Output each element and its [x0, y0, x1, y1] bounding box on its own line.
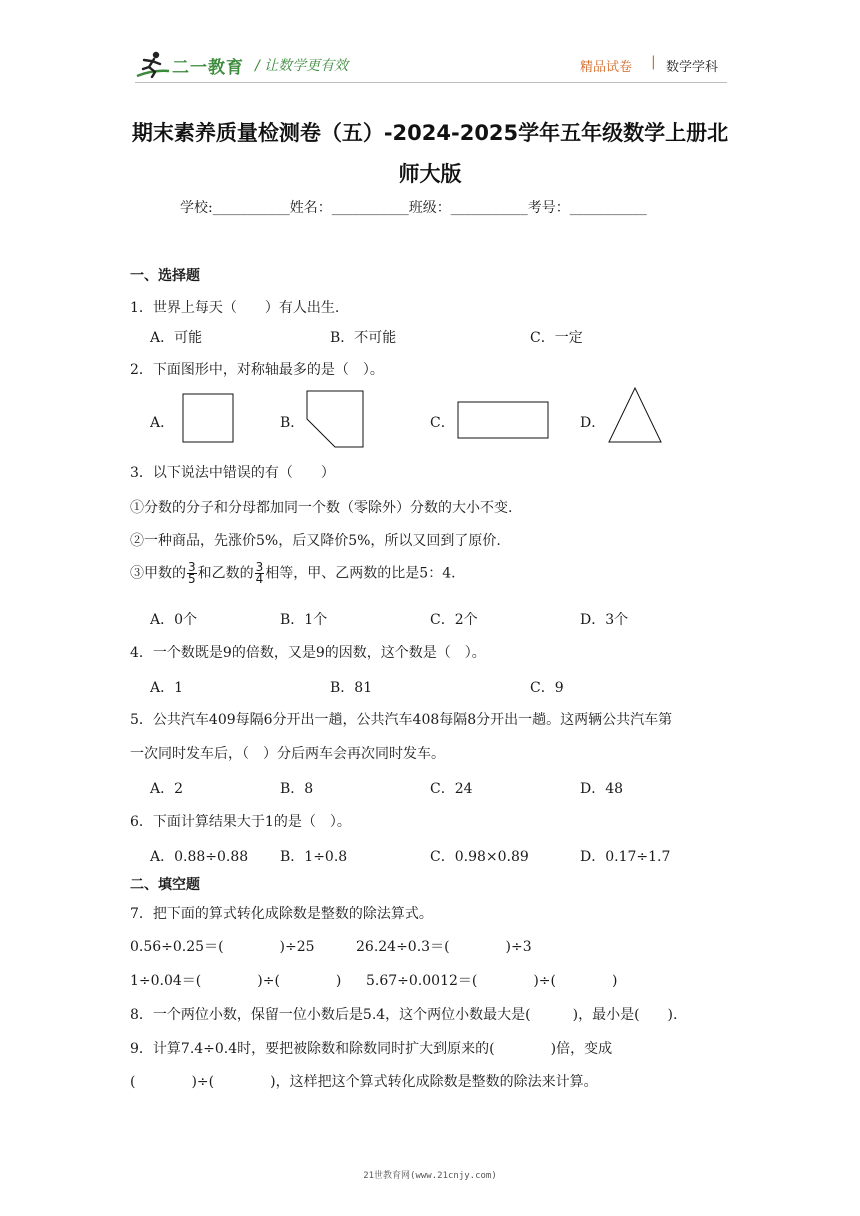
question-7-expression-4: 5.67÷0.0012＝( )÷( ) [366, 973, 618, 989]
question-3-statement-1: ①分数的分子和分母都加同一个数（零除外）分数的大小不变. [130, 500, 513, 516]
question-2-option-a: A． [150, 415, 175, 431]
question-6-option-c: C．0.98×0.89 [430, 849, 529, 865]
header-slogan: / 让数学更有效 [255, 58, 349, 74]
question-2-option-d: D． [580, 415, 606, 431]
question-1-option-c: C．一定 [530, 330, 583, 346]
student-info-line: 学校:___________姓名：___________班级：___________考号：___________ [180, 200, 647, 216]
question-6-option-b: B．1÷0.8 [280, 849, 348, 865]
question-9-stem-line1: 9．计算7.4÷0.4时，要把被除数和除数同时扩大到原来的( )倍，变成 [130, 1041, 613, 1057]
fraction-numerator: 3 [255, 560, 264, 574]
question-2-option-c: C． [430, 415, 455, 431]
question-5-option-c: C．24 [430, 781, 473, 797]
square-shape [182, 393, 234, 443]
question-3-option-a: A．0个 [150, 612, 198, 628]
fraction-denominator: 4 [255, 572, 264, 586]
triangle-shape [607, 387, 663, 443]
section-heading-choice: 一、选择题 [130, 268, 200, 284]
question-1-option-b: B．不可能 [330, 330, 397, 346]
header-tag-subject: 数学学科 [666, 60, 719, 75]
question-4-option-c: C．9 [530, 680, 564, 696]
question-2-option-b: B． [280, 415, 305, 431]
fraction-three-fifths [187, 562, 197, 585]
question-3-option-b: B．1个 [280, 612, 328, 628]
question-9-stem-line2: ( )÷( )，这样把这个算式转化成除数是整数的除法来计算。 [130, 1074, 598, 1090]
header-separator: | [651, 54, 656, 70]
section-heading-fill: 二、填空题 [130, 877, 200, 893]
question-5-stem-line1: 5．公共汽车409每隔6分开出一趟，公共汽车408每隔8分开出一趟。这两辆公共汽车第 [130, 712, 673, 728]
question-5-option-b: B．8 [280, 781, 314, 797]
question-6-stem: 6．下面计算结果大于1的是（ ）。 [130, 814, 351, 830]
question-1-stem: 1．世界上每天（ ）有人出生. [130, 300, 340, 316]
statement-3-part-b: 和乙数的 [197, 565, 254, 582]
question-3-option-d: D．3个 [580, 612, 629, 628]
question-2-stem: 2．下面图形中，对称轴最多的是（ ）。 [130, 362, 384, 378]
question-3-statement-2: ②一种商品，先涨价5%，后又降价5%，所以又回到了原价. [130, 533, 501, 549]
fraction-numerator: 3 [188, 560, 196, 574]
logo-text: 二一教育 [172, 58, 244, 78]
question-5-stem-line2: 一次同时发车后，（ ）分后两车会再次同时发车。 [130, 746, 445, 762]
question-3-stem: 3．以下说法中错误的有（ ） [130, 465, 335, 481]
question-6-option-d: D．0.17÷1.7 [580, 849, 671, 865]
question-3-statement-3 [130, 562, 456, 585]
question-5-option-d: D．48 [580, 781, 624, 797]
question-3-option-c: C．2个 [430, 612, 478, 628]
page-title-line1: 期末素养质量检测卷（五）-2024-2025学年五年级数学上册北 [131, 121, 729, 145]
header-tag-premium: 精品试卷 [580, 60, 633, 75]
question-7-expression-1: 0.56÷0.25＝( )÷25 [130, 939, 315, 955]
question-4-stem: 4．一个数既是9的倍数，又是9的因数，这个数是（ ）。 [130, 645, 486, 661]
question-8-stem: 8．一个两位小数，保留一位小数后是5.4，这个两位小数最大是( )，最小是( ). [130, 1007, 678, 1023]
question-7-expression-3: 1÷0.04＝( )÷( ) [130, 973, 342, 989]
fraction-denominator: 5 [188, 572, 196, 586]
question-1-option-a: A．可能 [150, 330, 203, 346]
statement-3-part-c: 相等，甲、乙两数的比是5：4. [265, 565, 456, 582]
question-4-option-a: A．1 [150, 680, 184, 696]
fraction-three-quarters [255, 562, 265, 585]
page-footer: 21世教育网(www.21cnjy.com) [363, 1171, 497, 1181]
statement-3-part-a: ③甲数的 [130, 565, 186, 582]
question-7-expression-2: 26.24÷0.3＝( )÷3 [356, 939, 532, 955]
question-4-option-b: B．81 [330, 680, 373, 696]
header-divider [135, 82, 727, 83]
question-5-option-a: A．2 [150, 781, 184, 797]
page-title-line2: 师大版 [398, 162, 462, 186]
question-6-option-a: A．0.88÷0.88 [150, 849, 249, 865]
rectangle-shape [457, 401, 549, 439]
cut-corner-square-shape [306, 390, 364, 448]
question-7-stem: 7．把下面的算式转化成除数是整数的除法算式。 [130, 906, 433, 922]
